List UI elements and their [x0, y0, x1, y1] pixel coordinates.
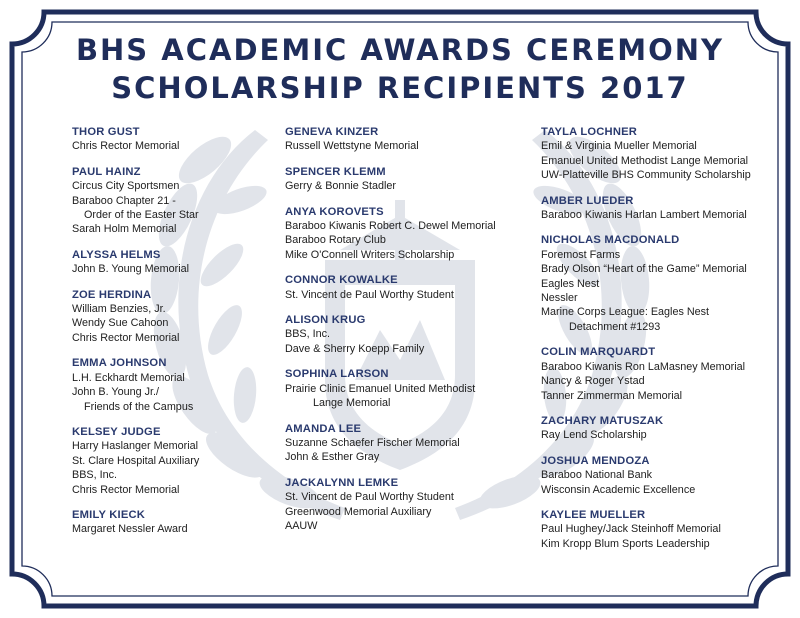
scholarship-name: Detachment #1293 [569, 320, 661, 333]
scholarship-name: St. Clare Hospital Auxiliary [72, 454, 200, 467]
recipient-name: THOR GUST [72, 126, 140, 138]
scholarship-name: Tanner Zimmerman Memorial [541, 389, 682, 402]
recipient-entry [541, 414, 791, 443]
page-subtitle: SCHOLARSHIP RECIPIENTS 2017 [111, 71, 689, 105]
recipient-entry [541, 125, 791, 183]
recipient-entry [285, 476, 535, 534]
recipient-entry [285, 367, 535, 410]
scholarship-name: Suzanne Schaefer Fischer Memorial [285, 436, 460, 449]
recipient-entry [541, 454, 791, 497]
recipient-name: GENEVA KINZER [285, 126, 379, 138]
scholarship-name: Nessler [541, 292, 578, 305]
scholarship-name: L.H. Eckhardt Memorial [72, 371, 185, 384]
recipient-name: ALISON KRUG [285, 314, 366, 327]
recipient-name: EMILY KIECK [72, 508, 146, 521]
recipient-entry [541, 194, 791, 223]
recipient-name: NICHOLAS MACDONALD [541, 234, 680, 247]
recipients-column-3 [541, 125, 791, 562]
scholarship-name: Dave & Sherry Koepp Family [285, 342, 425, 355]
recipient-name: KELSEY JUDGE [72, 425, 161, 438]
recipient-entry [541, 345, 791, 403]
page-title: BHS ACADEMIC AWARDS CEREMONY [75, 33, 725, 67]
recipient-name: SPENCER KLEMM [285, 165, 386, 178]
scholarship-name: Sarah Holm Memorial [72, 223, 177, 236]
scholarship-name: Friends of the Campus [84, 400, 194, 413]
recipient-name: CONNOR KOWALKE [285, 274, 398, 287]
scholarship-name: Lange Memorial [313, 397, 391, 410]
recipient-entry [285, 165, 535, 194]
scholarship-name: Mike O'Connell Writers Scholarship [285, 248, 455, 261]
recipient-name: SOPHINA LARSON [285, 368, 389, 381]
recipient-name: ANYA KOROVETS [285, 205, 384, 218]
scholarship-name: Gerry & Bonnie Stadler [285, 180, 397, 193]
scholarship-name: St. Vincent de Paul Worthy Student [285, 491, 454, 504]
recipient-name: JACKALYNN LEMKE [285, 476, 399, 489]
recipient-name: ZACHARY MATUSZAK [541, 414, 664, 427]
scholarship-name: AAUW [285, 519, 318, 532]
scholarship-name: Baraboo Chapter 21 - [72, 194, 176, 207]
scholarship-name: Marine Corps League: Eagles Nest [541, 306, 710, 319]
recipient-entry [285, 422, 535, 465]
recipient-name: KAYLEE MUELLER [541, 508, 646, 521]
scholarship-name: John B. Young Jr./ [72, 386, 160, 399]
recipient-entry [285, 273, 535, 302]
recipient-name: ZOE HERDINA [72, 288, 152, 301]
recipient-name: EMMA JOHNSON [72, 357, 167, 370]
scholarship-name: Brady Olson “Heart of the Game” Memorial [541, 263, 747, 276]
recipient-name: PAUL HAINZ [72, 165, 141, 178]
scholarship-name: Russell Wettstyne Memorial [285, 140, 419, 153]
scholarship-name: Wendy Sue Cahoon [72, 317, 169, 330]
scholarship-name: Baraboo Kiwanis Robert C. Dewel Memorial [285, 220, 496, 233]
scholarship-name: Foremost Farms [541, 248, 621, 261]
scholarship-name: Prairie Clinic Emanuel United Methodist [285, 382, 476, 395]
recipient-name: JOSHUA MENDOZA [541, 454, 650, 467]
scholarship-name: UW-Platteville BHS Community Scholarship [541, 169, 751, 182]
recipient-name: TAYLA LOCHNER [541, 126, 638, 138]
scholarship-name: Chris Rector Memorial [72, 140, 180, 153]
recipients-column-2 [285, 125, 535, 544]
scholarship-name: Nancy & Roger Ystad [541, 375, 645, 388]
recipient-name: AMANDA LEE [285, 422, 362, 435]
recipient-entry [541, 508, 791, 551]
scholarship-name: Wisconsin Academic Excellence [541, 483, 696, 496]
recipient-entry [285, 205, 535, 263]
recipient-entry [285, 125, 535, 154]
scholarship-name: Eagles Nest [541, 277, 600, 290]
scholarship-name: Emanuel United Methodist Lange Memorial [541, 154, 749, 167]
scholarship-name: Baraboo Kiwanis Ron LaMasney Memorial [541, 360, 746, 373]
scholarship-name: Baraboo Kiwanis Harlan Lambert Memorial [541, 209, 747, 222]
scholarship-name: William Benzies, Jr. [72, 303, 166, 316]
scholarship-name: Baraboo Rotary Club [285, 234, 386, 247]
scholarship-name: Greenwood Memorial Auxiliary [285, 505, 432, 518]
scholarship-name: BBS, Inc. [72, 469, 118, 482]
scholarship-name: Baraboo National Bank [541, 469, 653, 482]
scholarship-name: Order of the Easter Star [84, 209, 199, 222]
scholarship-name: Paul Hughey/Jack Steinhoff Memorial [541, 523, 721, 536]
recipient-entry [541, 233, 791, 334]
scholarship-name: St. Vincent de Paul Worthy Student [285, 288, 454, 301]
recipient-entry [285, 313, 535, 356]
recipient-name: AMBER LUEDER [541, 194, 634, 207]
scholarship-name: Chris Rector Memorial [72, 331, 180, 344]
scholarship-name: Emil & Virginia Mueller Memorial [541, 140, 697, 153]
recipient-name: COLIN MARQUARDT [541, 346, 656, 359]
scholarship-name: Ray Lend Scholarship [541, 429, 647, 442]
scholarship-name: BBS, Inc. [285, 328, 331, 341]
scholarship-name: Kim Kropp Blum Sports Leadership [541, 537, 710, 550]
scholarship-name: Circus City Sportsmen [72, 180, 180, 193]
scholarship-name: John & Esther Gray [285, 451, 380, 464]
scholarship-name: John B. Young Memorial [72, 263, 190, 276]
recipient-name: ALYSSA HELMS [72, 248, 161, 261]
scholarship-name: Harry Haslanger Memorial [72, 440, 198, 453]
scholarship-name: Margaret Nessler Award [72, 523, 188, 536]
scholarship-name: Chris Rector Memorial [72, 483, 180, 496]
